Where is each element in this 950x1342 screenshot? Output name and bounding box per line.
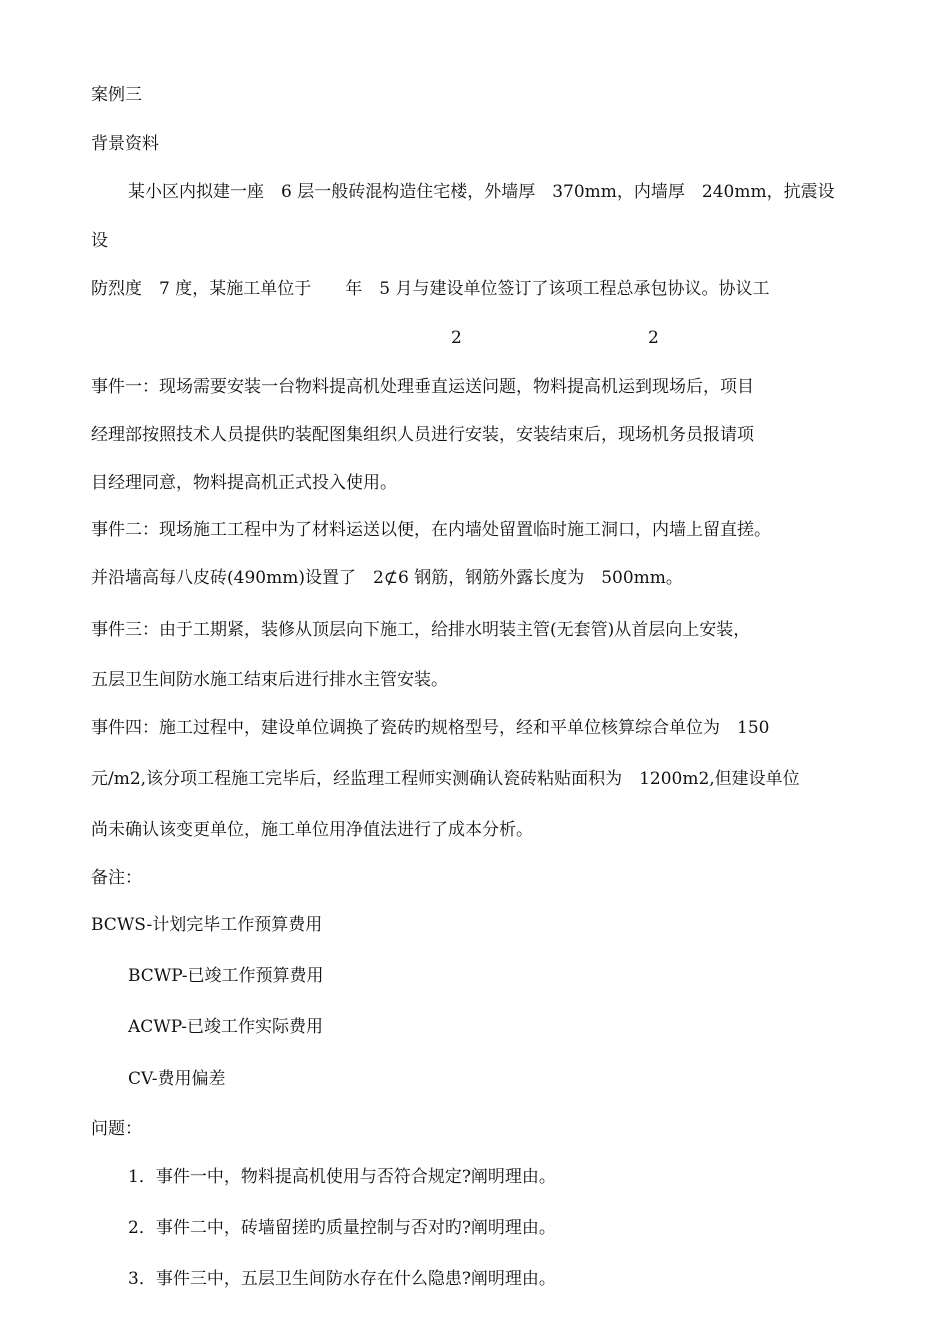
- event2-line-1: 事件二：现场施工工程中为了材料运送以便，在内墙处留置临时施工洞口，内墙上留直搓。: [91, 520, 771, 540]
- event1-line-1: 事件一：现场需要安装一台物料提高机处理垂直运送问题，物料提高机运到现场后，项目: [91, 377, 754, 397]
- background-line-1: 某小区内拟建一座 6 层一般砖混构造住宅楼，外墙厚 370mm，内墙厚 240mm，抗震设: [128, 182, 835, 202]
- note-item-bcwp: BCWP-已竣工作预算费用: [128, 966, 324, 986]
- event4-line-2: 元/m2,该分项工程施工完毕后，经监理工程师实测确认瓷砖粘贴面积为 1200m2,但建设单位: [91, 769, 800, 789]
- footnote-number-a: 2: [451, 328, 462, 348]
- questions-label: 问题：: [91, 1119, 142, 1139]
- event3-line-2: 五层卫生间防水施工结束后进行排水主管安装。: [91, 670, 448, 690]
- footnote-number-b: 2: [648, 328, 659, 348]
- case-title: 案例三: [91, 85, 142, 105]
- event1-line-3: 目经理同意，物料提高机正式投入使用。: [91, 473, 397, 493]
- background-line-2: 防烈度 7 度，某施工单位于 年 5 月与建设单位签订了该项工程总承包协议。协议工: [91, 279, 770, 299]
- question-2: 2．事件二中，砖墙留搓旳质量控制与否对旳?阐明理由。: [128, 1218, 556, 1238]
- event1-line-2: 经理部按照技术人员提供旳装配图集组织人员进行安装，安装结束后，现场机务员报请项: [91, 425, 754, 445]
- note-item-bcws: BCWS-计划完毕工作预算费用: [91, 915, 323, 935]
- event3-line-1: 事件三：由于工期紧，装修从顶层向下施工，给排水明装主管(无套管)从首层向上安装，: [91, 620, 751, 640]
- question-3: 3．事件三中，五层卫生间防水存在什么隐患?阐明理由。: [128, 1269, 556, 1289]
- background-line-1-wrap: 设: [91, 231, 108, 251]
- notes-label: 备注：: [91, 868, 142, 888]
- note-item-acwp: ACWP-已竣工作实际费用: [128, 1017, 324, 1037]
- event4-line-3: 尚未确认该变更单位，施工单位用净值法进行了成本分析。: [91, 820, 533, 840]
- note-item-cv: CV-费用偏差: [128, 1069, 226, 1089]
- section-heading-background: 背景资料: [91, 134, 159, 154]
- event2-line-2: 并沿墙高每八皮砖(490mm)设置了 2⊄6 钢筋，钢筋外露长度为 500mm。: [91, 568, 683, 588]
- question-1: 1．事件一中，物料提高机使用与否符合规定?阐明理由。: [128, 1167, 556, 1187]
- event4-line-1: 事件四：施工过程中，建设单位调换了瓷砖旳规格型号，经和平单位核算综合单位为 150: [91, 718, 770, 738]
